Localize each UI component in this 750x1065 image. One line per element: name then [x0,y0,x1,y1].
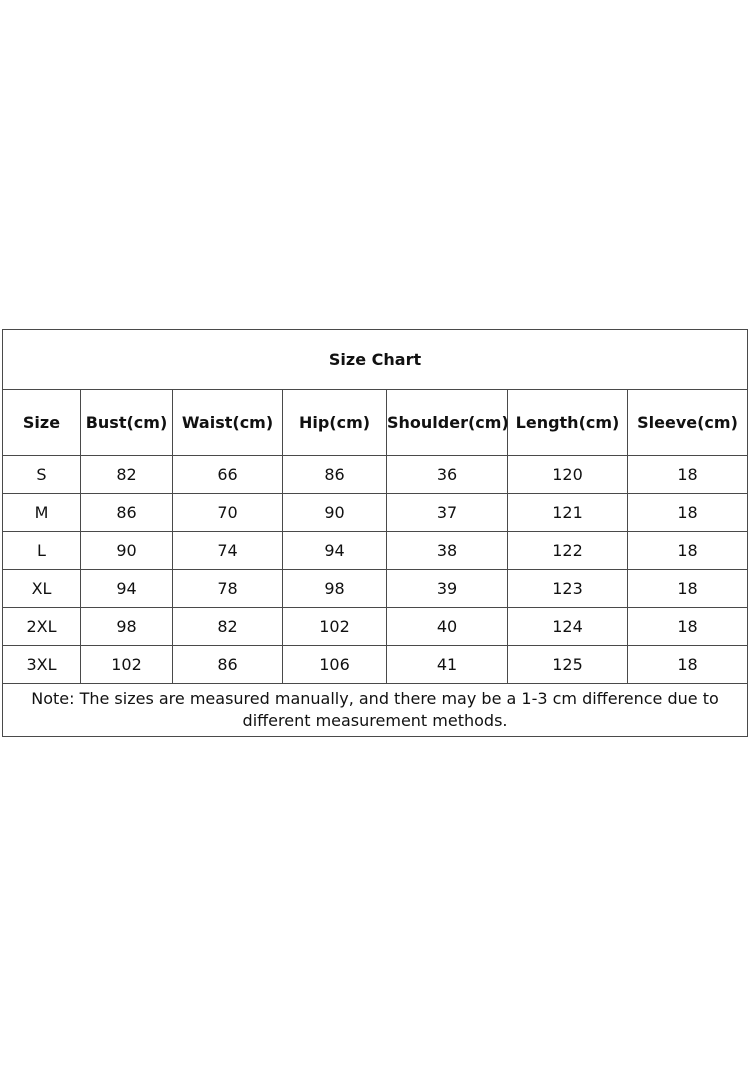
table-cell: 106 [283,646,387,684]
table-row [3,532,748,570]
table-cell: 90 [283,494,387,532]
table-cell: 41 [387,646,508,684]
table-cell: 94 [81,570,173,608]
table-cell: 18 [628,494,748,532]
table-cell: 125 [508,646,628,684]
size-table [2,329,748,737]
table-cell: 86 [283,456,387,494]
table-cell: 122 [508,532,628,570]
table-cell: 3XL [3,646,81,684]
table-cell: XL [3,570,81,608]
size-note: Note: The sizes are measured manually, and there may be a 1-3 cm difference due to different measurement methods. [3,684,748,737]
table-cell: M [3,494,81,532]
column-header: Sleeve(cm) [628,390,748,456]
table-cell: 78 [173,570,283,608]
table-cell: 82 [173,608,283,646]
table-cell: 70 [173,494,283,532]
table-cell: 40 [387,608,508,646]
table-cell: 98 [81,608,173,646]
table-cell: 2XL [3,608,81,646]
size-chart [2,329,747,737]
table-cell: 18 [628,456,748,494]
column-header: Waist(cm) [173,390,283,456]
table-cell: 90 [81,532,173,570]
table-cell: 120 [508,456,628,494]
table-row [3,494,748,532]
column-header: Hip(cm) [283,390,387,456]
table-row [3,456,748,494]
table-row [3,608,748,646]
table-cell: 18 [628,570,748,608]
table-cell: 123 [508,570,628,608]
header-row [3,390,748,456]
column-header: Size [3,390,81,456]
table-cell: 37 [387,494,508,532]
table-cell: 86 [81,494,173,532]
table-cell: 74 [173,532,283,570]
table-cell: 18 [628,646,748,684]
table-row [3,646,748,684]
column-header: Shoulder(cm) [387,390,508,456]
chart-title: Size Chart [3,330,748,390]
table-cell: 36 [387,456,508,494]
table-cell: 82 [81,456,173,494]
column-header: Length(cm) [508,390,628,456]
title-row [3,330,748,390]
table-cell: 124 [508,608,628,646]
table-cell: L [3,532,81,570]
table-cell: 102 [81,646,173,684]
table-cell: 66 [173,456,283,494]
table-cell: 102 [283,608,387,646]
table-cell: 86 [173,646,283,684]
table-row [3,570,748,608]
table-cell: 98 [283,570,387,608]
table-cell: 121 [508,494,628,532]
column-header: Bust(cm) [81,390,173,456]
table-cell: 39 [387,570,508,608]
table-cell: 38 [387,532,508,570]
table-cell: 18 [628,532,748,570]
table-cell: 18 [628,608,748,646]
table-cell: S [3,456,81,494]
table-cell: 94 [283,532,387,570]
note-row [3,684,748,737]
